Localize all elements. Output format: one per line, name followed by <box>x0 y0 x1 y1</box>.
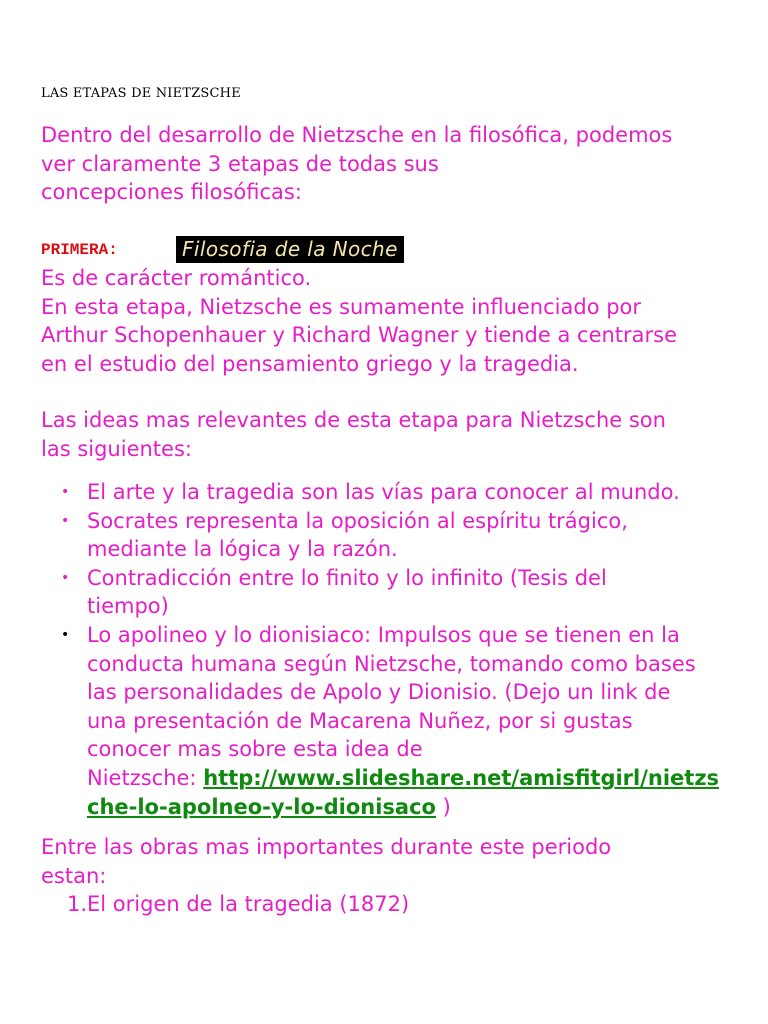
bullet-icon: • <box>61 512 70 529</box>
works-item-number: 1. <box>66 892 87 916</box>
slideshare-link-continued[interactable]: che-lo-apolneo-y-lo-dionisaco <box>87 794 436 819</box>
list-item-line: tiempo) <box>87 594 169 619</box>
list-item-line: conducta humana según Nietzsche, tomando como bases <box>87 651 696 676</box>
stage-title: Filosofia de la Noche <box>176 236 404 263</box>
list-item-line: conocer mas sobre esta idea de <box>87 737 423 762</box>
works-item-title: El origen de la tragedia (1872) <box>87 892 410 916</box>
stage-line: En esta etapa, Nietzsche es sumamente influenciado por <box>41 294 642 319</box>
ideas-intro-line: las siguientes: <box>41 436 192 461</box>
list-item-line: mediante la lógica y la razón. <box>87 537 398 562</box>
list-item <box>41 507 719 564</box>
list-item-line: Contradicción entre lo finito y lo infinito (Tesis del <box>87 565 607 590</box>
list-item-line: las personalidades de Apolo y Dionisio. (Dejo un link de <box>87 680 671 705</box>
stage-line: Es de carácter romántico. <box>41 266 312 290</box>
list-item <box>41 621 719 821</box>
stage-line: Arthur Schopenhauer y Richard Wagner y tiende a centrarse <box>41 323 678 348</box>
link-prefix: Nietzsche: <box>87 765 204 790</box>
ideas-list <box>41 478 719 821</box>
intro-line: Dentro del desarrollo de Nietzsche en la filosófica, podemos <box>41 123 673 147</box>
intro-line: concepciones filosóficas: <box>41 180 302 205</box>
works-intro-paragraph <box>41 833 611 890</box>
link-suffix: ) <box>435 794 451 819</box>
list-item <box>41 478 719 507</box>
list-item <box>41 564 719 621</box>
ideas-intro-line: Las ideas mas relevantes de esta etapa para Nietzsche son <box>41 408 666 432</box>
bullet-icon: • <box>61 626 70 643</box>
list-item-line <box>87 764 719 793</box>
stage-line: en el estudio del pensamiento griego y la tragedia. <box>41 351 579 376</box>
list-item-line: El arte y la tragedia son las vías para conocer al mundo. <box>87 480 680 504</box>
stage-label: PRIMERA: <box>41 241 118 259</box>
bullet-icon: • <box>61 569 70 586</box>
works-intro-line: estan: <box>41 863 107 888</box>
slideshare-link[interactable]: http://www.slideshare.net/amisfitgirl/nietzs <box>203 765 720 790</box>
works-list-item <box>41 890 409 919</box>
list-item-line: Socrates representa la oposición al espíritu trágico, <box>87 508 628 533</box>
list-item-line: una presentación de Macarena Nuñez, por si gustas <box>87 708 633 733</box>
works-list <box>41 890 409 919</box>
stage-description <box>41 264 677 378</box>
bullet-icon: • <box>61 484 70 500</box>
works-intro-line: Entre las obras mas importantes durante este periodo <box>41 835 612 859</box>
ideas-intro-paragraph <box>41 406 666 463</box>
list-item-line: Lo apolineo y lo dionisiaco: Impulsos que se tienen en la <box>87 622 680 647</box>
intro-line: ver claramente 3 etapas de todas sus <box>41 151 439 176</box>
document-heading: LAS ETAPAS DE NIETZSCHE <box>41 86 241 101</box>
list-item-line <box>87 793 719 822</box>
intro-paragraph <box>41 121 672 207</box>
